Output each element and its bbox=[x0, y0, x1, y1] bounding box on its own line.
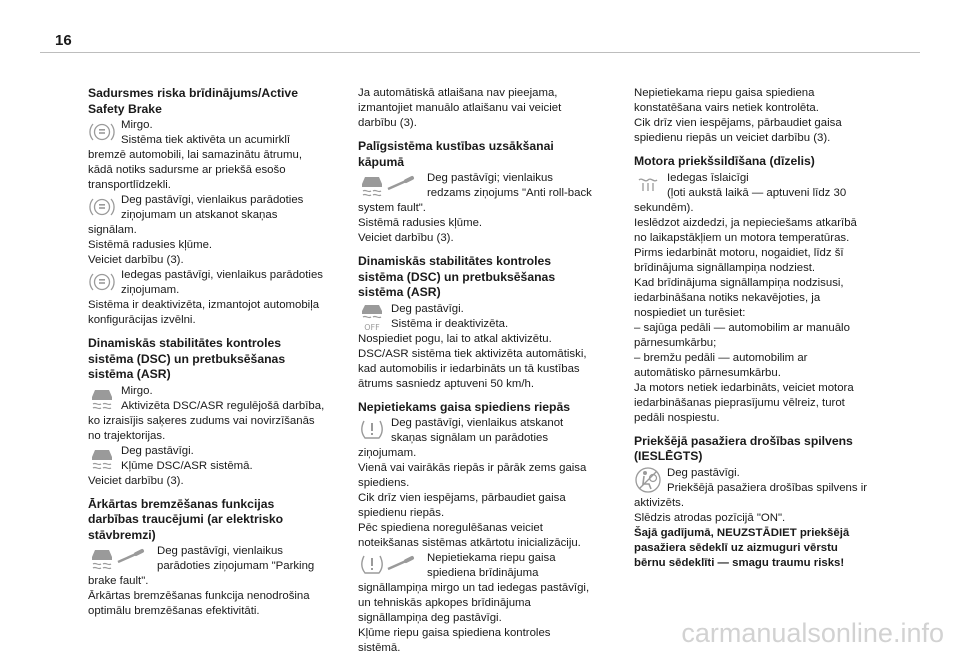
skid-car-and-wrench-icon bbox=[88, 544, 152, 574]
brake-warning-icon bbox=[88, 118, 116, 148]
body-text: Cik drīz vien iespējams, pārbaudiet gaisa spiedienu riepās. bbox=[358, 492, 566, 519]
body-text: Iedegas pastāvīgi, vienlaikus parādoties ziņojumam. bbox=[121, 269, 323, 296]
column-1 bbox=[88, 86, 326, 627]
skid-car-off-icon bbox=[358, 302, 386, 332]
indicator-block bbox=[88, 193, 326, 268]
body-text: – sajūga pedāli — automobilim ar manuālo pārnesumkārbu; bbox=[634, 321, 850, 349]
body-text: Deg pastāvīgi. bbox=[121, 444, 194, 457]
skid-car-icon bbox=[88, 384, 116, 414]
svg-text:OFF: OFF bbox=[364, 322, 380, 332]
body-text: Iedegas īslaicīgi bbox=[667, 171, 749, 184]
indicator-block bbox=[634, 171, 872, 426]
watermark: carmanualsonline.info bbox=[681, 618, 944, 648]
body-text: Sistēma ir deaktivizēta. bbox=[391, 317, 509, 330]
body-text: Ja motors netiek iedarbināts, veiciet motora iedarbināšanas pieprasījumu vēlreiz, turot pedāli nospiestu. bbox=[634, 381, 854, 424]
warning-text: Šajā gadījumā, NEUZSTĀDIET priekšējā pasažiera sēdeklī uz aizmuguri vērstu bērnu sēdeklīti — smagu traumu risks! bbox=[634, 526, 850, 569]
indicator-block bbox=[634, 86, 872, 146]
indicator-block bbox=[88, 268, 326, 328]
section-heading: Nepietiekams gaisa spiediens riepās bbox=[358, 399, 571, 414]
indicator-block bbox=[634, 511, 872, 571]
body-text: Deg pastāvīgi; vienlaikus redzams ziņojums "Anti roll-back system fault". bbox=[358, 172, 592, 214]
column-3 bbox=[634, 86, 872, 579]
section bbox=[634, 86, 872, 146]
body-text: Deg pastāvīgi. bbox=[667, 466, 740, 479]
body-text: Deg pastāvīgi, vienlaikus parādoties ziņojumam un atskanot skaņas signālam. bbox=[88, 194, 304, 236]
indicator-block bbox=[358, 551, 596, 656]
body-text: Sistēmā radusies kļūme. bbox=[88, 239, 213, 251]
header-divider bbox=[40, 52, 920, 53]
section bbox=[88, 336, 326, 489]
body-text: Priekšējā pasažiera drošības spilvens ir aktivizēts. bbox=[634, 481, 868, 509]
airbag-off-icon bbox=[634, 466, 662, 496]
body-text: Nospiediet pogu, lai to atkal aktivizētu. bbox=[358, 332, 552, 345]
body-text: Kļūme DSC/ASR sistēmā. bbox=[121, 459, 253, 472]
tyre-pressure-icon bbox=[358, 416, 386, 446]
section-heading: Sadursmes riska brīdinājums/Active Safety Brake bbox=[88, 86, 298, 116]
body-text: Nepietiekama riepu gaisa spiediena brīdinājuma signāllampiņa mirgo un tad iedegas pastāvīgi, un tehniskās apkopes brīdinājuma signāllampiņa deg pastāvīgi. bbox=[358, 552, 590, 624]
body-text: DSC/ASR sistēma tiek aktivizēta automātiski, kad automobilis ir iedarbināts un tā kustības ātrums sasniedz aptuveni 50 km/h. bbox=[358, 347, 587, 390]
brake-warning-icon bbox=[88, 268, 116, 298]
body-text: Sistēmā radusies kļūme. bbox=[358, 217, 483, 229]
body-text: Cik drīz vien iespējams, pārbaudiet gaisa spiedienu riepās un veiciet darbību (3). bbox=[634, 117, 842, 144]
body-text: Ārkārtas bremzēšanas funkcija nenodrošina optimālu bremzēšanas efektivitāti. bbox=[88, 590, 310, 617]
section-heading: Priekšējā pasažiera drošības spilvens (IESLĒGTS) bbox=[634, 433, 853, 463]
indicator-block bbox=[634, 466, 872, 511]
section bbox=[358, 400, 596, 657]
body-text: Nepietiekama riepu gaisa spiediena konstatēšana vairs netiek kontrolēta. bbox=[634, 87, 819, 114]
body-text: Vienā vai vairākās riepās ir pārāk zems gaisa spiediens. bbox=[358, 462, 587, 489]
body-text: Deg pastāvīgi, vienlaikus parādoties ziņojumam "Parking brake fault". bbox=[88, 545, 315, 587]
section-heading: Ārkārtas bremzēšanas funkcijas darbības traucējumi (ar elektrisko stāvbremzi) bbox=[88, 496, 284, 542]
indicator-block bbox=[358, 86, 596, 131]
column-2 bbox=[358, 86, 596, 664]
body-text: Pirms iedarbināt motoru, nogaidiet, līdz šī brīdinājuma signāllampiņa nodziest. bbox=[634, 246, 844, 274]
section-heading: Dinamiskās stabilitātes kontroles sistēma (DSC) un pretbuksēšanas sistēma (ASR) bbox=[88, 336, 286, 381]
body-text: Veiciet darbību (3). bbox=[88, 474, 184, 487]
section-heading: Motora priekšsildīšana (dīzelis) bbox=[634, 154, 815, 168]
indicator-block bbox=[358, 302, 596, 392]
indicator-block bbox=[358, 171, 596, 246]
body-text: Sistēma ir deaktivizēta, izmantojot automobiļa konfigurācijas izvēlni. bbox=[88, 299, 320, 326]
body-text: – bremžu pedāli — automobilim ar automātisko pārnesumkārbu. bbox=[634, 351, 808, 379]
section bbox=[88, 497, 326, 620]
section bbox=[358, 254, 596, 392]
section bbox=[358, 139, 596, 246]
body-text: Kad brīdinājuma signāllampiņa nodzisusi, iedarbināšana notiks nekavējoties, ja nospiediet un turēsiet: bbox=[634, 276, 844, 319]
body-text: Deg pastāvīgi. bbox=[391, 302, 464, 315]
body-text: Veiciet darbību (3). bbox=[358, 232, 454, 244]
body-text: Veiciet darbību (3). bbox=[88, 254, 184, 266]
body-text: Mirgo. bbox=[121, 119, 153, 131]
brake-warning-icon bbox=[88, 193, 116, 223]
section-heading: Dinamiskās stabilitātes kontroles sistēma (DSC) un pretbuksēšanas sistēma (ASR) bbox=[358, 254, 556, 299]
section-heading: Palīgsistēma kustības uzsākšanai kāpumā bbox=[358, 139, 554, 169]
section bbox=[358, 86, 596, 131]
body-text: Pēc spiediena noregulēšanas veiciet noteikšanas sistēmas atkārtotu inicializāciju. bbox=[358, 522, 581, 549]
indicator-block bbox=[88, 444, 326, 489]
indicator-block bbox=[88, 384, 326, 444]
glow-plug-icon bbox=[634, 171, 662, 201]
section bbox=[634, 154, 872, 426]
section bbox=[88, 86, 326, 328]
body-text: Aktivizēta DSC/ASR regulējošā darbība, ko izraisījis saķeres zudums vai novirzīšanās no trajektorijas. bbox=[88, 399, 325, 442]
indicator-block bbox=[88, 544, 326, 619]
indicator-block bbox=[88, 118, 326, 193]
body-text: Ieslēdzot aizdedzi, ja nepieciešams atkarībā no laikapstākļiem un motora temperatūras. bbox=[634, 216, 857, 244]
body-text: Kļūme riepu gaisa spiediena kontroles sistēmā. bbox=[358, 627, 551, 654]
indicator-block bbox=[358, 416, 596, 551]
section bbox=[634, 434, 872, 571]
skid-car-icon bbox=[88, 444, 116, 474]
body-text: Sistēma tiek aktivēta un acumirklī bremzē automobili, lai samazinātu ātrumu, kādā notiks sadursme ar priekšā esošo transportlīdzekli. bbox=[88, 134, 302, 191]
body-text: Mirgo. bbox=[121, 384, 153, 397]
skid-car-and-wrench-icon bbox=[358, 171, 422, 201]
tyre-pressure-and-wrench-icon bbox=[358, 551, 422, 581]
body-text: Deg pastāvīgi, vienlaikus atskanot skaņas signālam un parādoties ziņojumam. bbox=[358, 417, 564, 459]
body-text: (ļoti aukstā laikā — aptuveni līdz 30 sekundēm). bbox=[634, 186, 847, 214]
page-number: 16 bbox=[55, 32, 72, 49]
body-text: Slēdzis atrodas pozīcijā "ON". bbox=[634, 511, 786, 524]
body-text: Ja automātiskā atlaišana nav pieejama, izmantojiet manuālo atlaišanu vai veiciet darbību (3). bbox=[358, 87, 562, 129]
